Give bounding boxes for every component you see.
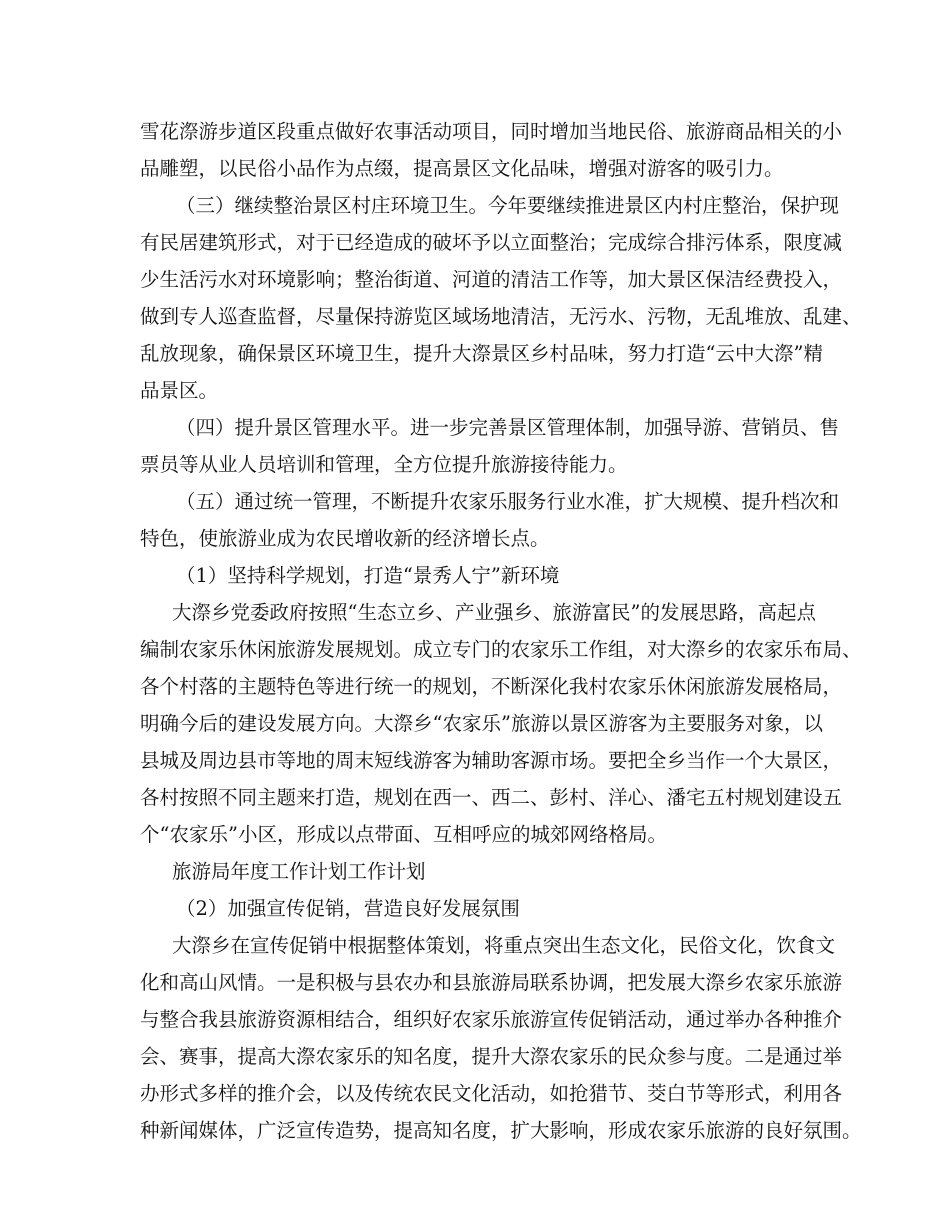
subsection-heading-1: （1）坚持科学规划，打造“景秀人宁”新环境 <box>176 564 560 587</box>
text-line: 各个村落的主题特色等进行统一的规划，不断深化我村农家乐休闲旅游发展格局， <box>140 675 843 698</box>
text-line: 编制农家乐休闲旅游发展规划。成立专门的农家乐工作组，对大漈乡的农家乐布局、 <box>140 638 862 661</box>
section-heading-3: （三）继续整治景区村庄环境卫生。今年要继续推进景区内村庄整治，保护现 <box>176 194 840 217</box>
text-line: 大漈乡在宣传促销中根据整体策划，将重点突出生态文化，民俗文化，饮食文 <box>172 934 836 957</box>
text-line: 票员等从业人员培训和管理，全方位提升旅游接待能力。 <box>140 453 628 476</box>
text-line: 品雕塑，以民俗小品作为点缀，提高景区文化品味，增强对游客的吸引力。 <box>140 157 784 180</box>
subsection-heading-2: （2）加强宣传促销，营造良好发展氛围 <box>176 897 520 920</box>
text-line: 乱放现象，确保景区环境卫生，提升大漈景区乡村品味，努力打造“云中大漈”精 <box>140 342 823 365</box>
text-line: 化和高山风情。一是积极与县农办和县旅游局联系协调，把发展大漈乡农家乐旅游 <box>140 971 843 994</box>
text-line: 县城及周边县市等地的周末短线游客为辅助客源市场。要把全乡当作一个大景区， <box>140 749 843 772</box>
text-line: 办形式多样的推介会，以及传统农民文化活动，如抢猎节、茭白节等形式，利用各 <box>140 1082 843 1105</box>
document-body <box>140 113 862 1149</box>
text-line: 品景区。 <box>140 379 219 402</box>
text-line: 会、赛事，提高大漈农家乐的知名度，提升大漈农家乐的民众参与度。二是通过举 <box>140 1045 843 1068</box>
text-line: 明确今后的建设发展方向。大漈乡“农家乐”旅游以景区游客为主要服务对象，以 <box>140 712 823 735</box>
text-line: 大漈乡党委政府按照“生态立乡、产业强乡、旅游富民”的发展思路，高起点 <box>172 601 816 624</box>
text-line: 做到专人巡查监督，尽量保持游览区域场地清洁，无污水、污物，无乱堆放、乱建、 <box>140 305 862 328</box>
text-line: 与整合我县旅游资源相结合，组织好农家乐旅游宣传促销活动，通过举办各种推介 <box>140 1008 843 1031</box>
section-heading-5: （五）通过统一管理，不断提升农家乐服务行业水准，扩大规模、提升档次和 <box>176 490 840 513</box>
text-line: 雪花漈游步道区段重点做好农事活动项目，同时增加当地民俗、旅游商品相关的小 <box>140 120 843 143</box>
text-line: 个“农家乐”小区，形成以点带面、互相呼应的城郊网络格局。 <box>140 823 667 846</box>
section-heading-4: （四）提升景区管理水平。进一步完善景区管理体制，加强导游、营销员、售 <box>176 416 840 439</box>
text-line: 有民居建筑形式，对于已经造成的破坏予以立面整治；完成综合排污体系，限度减 <box>140 231 843 254</box>
text-line: 种新闻媒体，广泛宣传造势，提高知名度，扩大影响，形成农家乐旅游的良好氛围。 <box>140 1119 862 1142</box>
inserted-title-line: 旅游局年度工作计划工作计划 <box>172 860 426 883</box>
text-line: 少生活污水对环境影响；整治街道、河道的清洁工作等，加大景区保洁经费投入， <box>140 268 843 291</box>
text-line: 各村按照不同主题来打造，规划在西一、西二、彭村、洋心、潘宅五村规划建设五 <box>140 786 843 809</box>
text-line: 特色，使旅游业成为农民增收新的经济增长点。 <box>140 527 550 550</box>
